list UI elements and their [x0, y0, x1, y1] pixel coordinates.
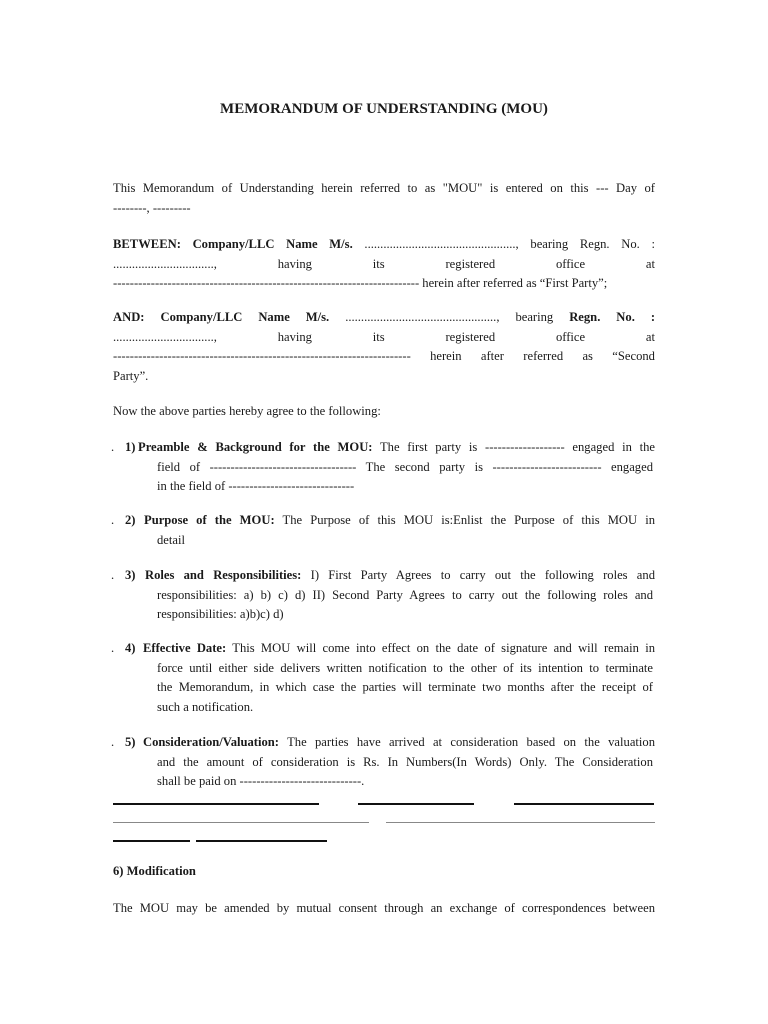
and-word: as: [582, 349, 593, 363]
clause-bullet: .: [111, 568, 115, 582]
clause-line: responsibilities: a) b) c) d) II) Second Party Agrees to carry out the following roles and: [157, 587, 653, 602]
and-address-dots: ................................,: [113, 329, 217, 344]
between-line-1: [113, 235, 655, 255]
and-word: herein: [430, 349, 462, 363]
and-dashes: -----------------------------------------------------------------------: [113, 349, 411, 363]
clause-body: [138, 438, 655, 458]
clause-line: responsibilities: a)b)c) d): [157, 607, 284, 621]
clause-line: field of ----------------------------------- The second party is -------------------------- engaged: [157, 459, 653, 474]
clause-body: [145, 566, 655, 586]
between-line-3: ------------------------------------------------------------------------- herein after referred as “First Party”;: [113, 276, 608, 290]
clause-bullet: .: [111, 641, 115, 655]
clause-number: 3): [125, 568, 136, 582]
clause-text: I) First Party Agrees to carry out the following roles and: [310, 568, 655, 582]
between-word: at: [645, 256, 655, 271]
between-address-dots: ................................,: [113, 256, 217, 271]
modification-line: The MOU may be amended by mutual consent through an exchange of correspondences between: [113, 901, 655, 915]
clause-line: [144, 511, 655, 531]
clause-body-cont: [157, 753, 653, 792]
and-word: its: [372, 329, 385, 344]
between-word: its: [372, 256, 385, 271]
signature-line: [113, 840, 190, 842]
and-line-2: [113, 328, 655, 348]
and-word: at: [645, 329, 655, 344]
clause-heading: Purpose of the MOU:: [144, 513, 275, 527]
separator-line: [386, 822, 655, 823]
clause-heading: Consideration/Valuation:: [143, 735, 279, 749]
clause-line: [145, 566, 655, 586]
intro-line-1: This Memorandum of Understanding herein referred to as "MOU" is entered on this --- Day of: [113, 181, 655, 195]
and-name-dots: ................................................,: [345, 310, 500, 324]
signature-line: [196, 840, 327, 842]
intro-paragraph: [113, 179, 655, 218]
clause-heading: Roles and Responsibilities:: [145, 568, 302, 582]
clause-bullet: .: [111, 513, 115, 527]
between-label: BETWEEN:: [113, 237, 181, 251]
between-word: having: [277, 256, 312, 271]
clause-heading: Preamble & Background for the MOU:: [138, 440, 373, 454]
and-word: having: [277, 329, 312, 344]
and-word: office: [555, 329, 586, 344]
clause-line: [143, 639, 655, 659]
clause-line: [143, 733, 655, 753]
clause-line: such a notification.: [157, 699, 254, 714]
clause-line: [138, 438, 655, 458]
clause-line: the Memorandum, in which case the parties will terminate two months after the receipt of: [157, 680, 653, 694]
clause-number: 5): [125, 735, 136, 749]
between-word: registered: [445, 256, 496, 271]
agree-line: Now the above parties hereby agree to the following:: [113, 404, 381, 418]
between-company-label: Company/LLC Name M/s.: [192, 237, 353, 251]
between-paragraph: [113, 235, 655, 294]
clause-text: The parties have arrived at consideration based on the valuation: [287, 735, 655, 749]
modification-heading: 6) Modification: [113, 864, 196, 878]
signature-line: [113, 803, 319, 805]
clause-body-cont: [157, 531, 653, 551]
and-regn-bold: Regn. No. :: [569, 310, 655, 324]
and-word: after: [480, 349, 504, 363]
and-word: “Second: [612, 349, 655, 363]
clause-text: The first party is ------------------- engaged in the: [379, 440, 655, 454]
clause-line: in the field of ------------------------------: [157, 479, 355, 493]
clause-number: 1): [125, 440, 136, 454]
and-word: registered: [445, 329, 496, 344]
and-paragraph: [113, 308, 655, 386]
clause-body-cont: [157, 659, 653, 718]
clause-number: 4): [125, 641, 136, 655]
between-name-dots: ................................................,: [364, 237, 519, 251]
between-line-2: [113, 255, 655, 275]
between-regn-text: bearing Regn. No. :: [530, 237, 655, 251]
clause-number: 2): [125, 513, 136, 527]
clause-bullet: .: [111, 440, 115, 454]
and-label: AND:: [113, 310, 145, 324]
clause-body: [143, 639, 655, 659]
and-regn-plain: bearing: [515, 310, 554, 324]
and-word: referred: [523, 349, 564, 363]
and-line-3: [113, 347, 655, 367]
and-line-1: [113, 308, 655, 328]
intro-line-2: --------, ---------: [113, 200, 191, 215]
signature-line: [358, 803, 474, 805]
clause-text: The Purpose of this MOU is:Enlist the Purpose of this MOU in: [282, 513, 655, 527]
separator-line: [113, 822, 369, 823]
document-title: MEMORANDUM OF UNDERSTANDING (MOU): [220, 101, 548, 117]
clause-body: [144, 511, 655, 531]
between-word: office: [555, 256, 586, 271]
clause-line: detail: [157, 532, 185, 547]
clause-line: shall be paid on -----------------------------.: [157, 774, 365, 788]
clause-text: This MOU will come into effect on the date of signature and will remain in: [232, 641, 655, 655]
clause-body: [143, 733, 655, 753]
and-company-label: Company/LLC Name M/s.: [160, 310, 330, 324]
and-line-4: Party”.: [113, 368, 149, 383]
clause-line: force until either side delivers written notification to the other of its intention to terminate: [157, 660, 653, 675]
clause-body-cont: [157, 458, 653, 497]
modification-text: [113, 899, 655, 919]
signature-line: [514, 803, 654, 805]
clause-body-cont: [157, 586, 653, 625]
clause-bullet: .: [111, 735, 115, 749]
clause-line: and the amount of consideration is Rs. In Numbers(In Words) Only. The Consideration: [157, 754, 653, 769]
clause-heading: Effective Date:: [143, 641, 227, 655]
